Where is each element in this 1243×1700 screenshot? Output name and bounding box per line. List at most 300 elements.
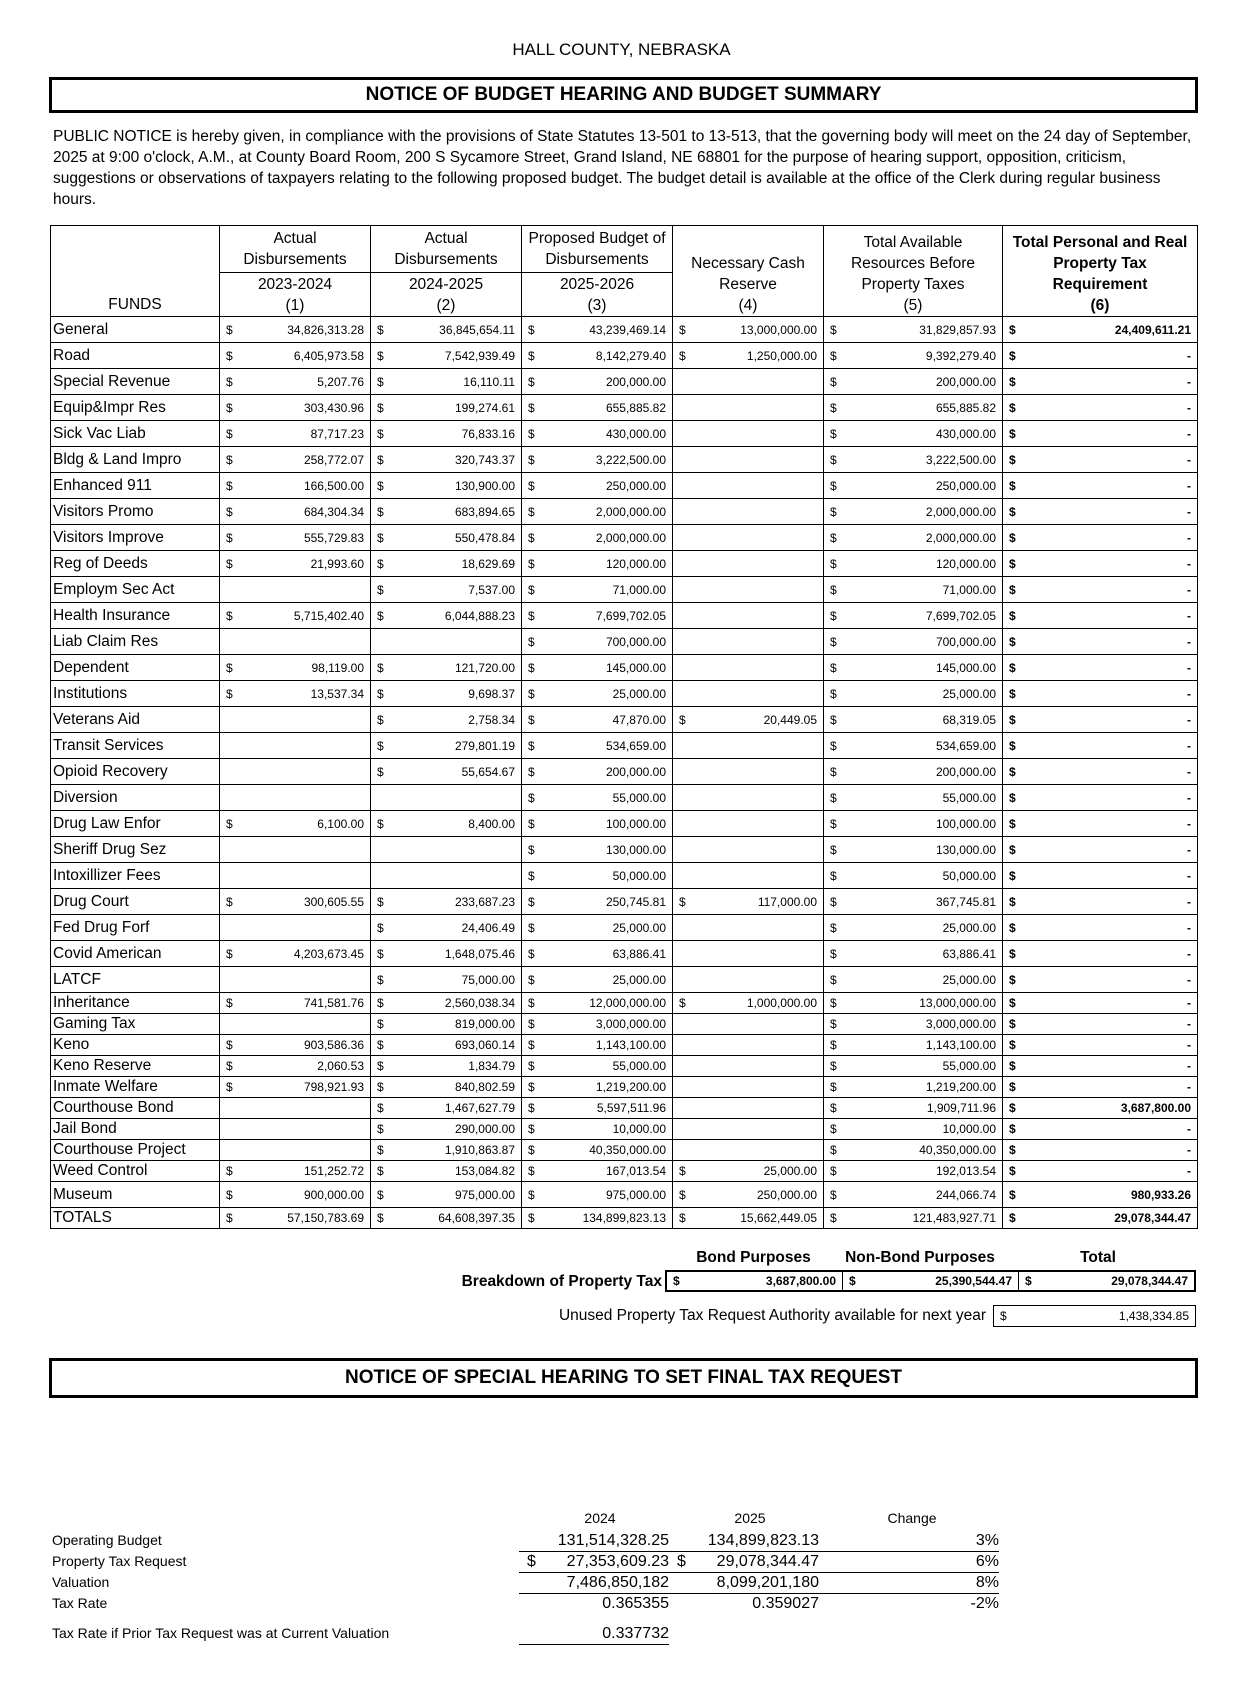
cell-value: - (1187, 634, 1191, 649)
cell-c5: $ 100,000.00 (824, 811, 1003, 837)
table-row (51, 733, 1198, 759)
cell-c3: $ 5,597,511.96 (522, 1098, 673, 1119)
cell-c5: $ 63,886.41 (824, 941, 1003, 967)
cell-c2: $ 819,000.00 (371, 1014, 522, 1035)
unused-authority-label: Unused Property Tax Request Authority available for next year (558, 1307, 986, 1324)
cell-c5: $ 145,000.00 (824, 655, 1003, 681)
table-row (51, 447, 1198, 473)
cell-value: 6,044,888.23 (444, 608, 515, 623)
cell-value: 130,900.00 (454, 478, 515, 493)
cell-value: 6,100.00 (317, 816, 364, 831)
col-header-4 (673, 226, 824, 317)
summary-row-tax-rate: Tax Rate 0.365355 0.359027 -2% (52, 1595, 999, 1612)
cell-c5: $ 40,350,000.00 (824, 1140, 1003, 1161)
cell-value: 200,000.00 (605, 764, 666, 779)
fund-name: Reg of Deeds (51, 551, 220, 577)
breakdown-headers (0, 1249, 1243, 1271)
cell-c6: $ - (1003, 915, 1198, 941)
cell-c4: $ 117,000.00 (673, 889, 824, 915)
cell-value: 250,000.00 (605, 478, 666, 493)
cell-value: 1,467,627.79 (444, 1101, 515, 1115)
cell-value: 192,013.54 (935, 1164, 996, 1178)
cell-c6: $ - (1003, 1056, 1198, 1077)
table-row (51, 317, 1198, 343)
cell-value: 900,000.00 (303, 1187, 364, 1202)
special-hearing-title: NOTICE OF SPECIAL HEARING TO SET FINAL TAX REQUEST (49, 1358, 1198, 1398)
fund-name: Weed Control (51, 1161, 220, 1182)
summary-row-valuation: Valuation 7,486,850,182 8,099,201,180 8% (52, 1572, 1002, 1593)
cell-c6: $ - (1003, 733, 1198, 759)
cell-c3: $ 975,000.00 (522, 1182, 673, 1208)
cell-value: 3,222,500.00 (595, 452, 666, 467)
col-header-1-year: 2023-2024 (257, 276, 333, 293)
cell-value: 555,729.83 (303, 530, 364, 545)
cell-c2: $ 199,274.61 (371, 395, 522, 421)
cell-c4 (673, 577, 824, 603)
table-row (51, 1161, 1198, 1182)
cell-c5: $ 50,000.00 (824, 863, 1003, 889)
table-row (51, 1077, 1198, 1098)
cell-value: 12,000,000.00 (589, 996, 666, 1010)
cell-c2: $ 6,044,888.23 (371, 603, 522, 629)
cell-c1: $ 98,119.00 (220, 655, 371, 681)
cell-value: 151,252.72 (303, 1164, 364, 1178)
cell-c3: $ 250,745.81 (522, 889, 673, 915)
cell-value: 5,715,402.40 (293, 608, 364, 623)
fund-name: Diversion (51, 785, 220, 811)
cell-c6: $ - (1003, 1035, 1198, 1056)
col-header-6-number: (6) (1090, 297, 1110, 314)
cell-c1: $ 741,581.76 (220, 993, 371, 1014)
cell-value: - (1187, 764, 1191, 779)
cell-value: - (1187, 920, 1191, 935)
cell-c5: $ 367,745.81 (824, 889, 1003, 915)
cell-value: 7,699,702.05 (595, 608, 666, 623)
cell-value: - (1187, 452, 1191, 467)
cell-c6: $ - (1003, 1140, 1198, 1161)
cell-c1 (220, 759, 371, 785)
cell-value: 10,000.00 (942, 1122, 996, 1136)
cell-c2: $ 840,802.59 (371, 1077, 522, 1098)
cell-value: - (1187, 608, 1191, 623)
table-row (51, 1056, 1198, 1077)
cell-value: 700,000.00 (935, 634, 996, 649)
cell-value: - (1187, 894, 1191, 909)
cell-c6: $ - (1003, 655, 1198, 681)
cell-c6: $ 3,687,800.00 (1003, 1098, 1198, 1119)
cell-c5: $ 534,659.00 (824, 733, 1003, 759)
cell-c6: $ - (1003, 1119, 1198, 1140)
cell-c3: $ 40,350,000.00 (522, 1140, 673, 1161)
cell-c6: $ - (1003, 343, 1198, 369)
cell-c3: $ 200,000.00 (522, 759, 673, 785)
cell-c2: $ 2,560,038.34 (371, 993, 522, 1014)
cell-c1: $ 555,729.83 (220, 525, 371, 551)
cell-c6: $ - (1003, 551, 1198, 577)
col-header-5-number: (5) (903, 297, 923, 314)
cell-c3: $ 25,000.00 (522, 681, 673, 707)
cell-value: 145,000.00 (605, 660, 666, 675)
cell-value: 55,000.00 (942, 1059, 996, 1073)
cell-value: 7,537.00 (468, 582, 515, 597)
cell-c6: $ 24,409,611.21 (1003, 317, 1198, 343)
cell-c5: $ 55,000.00 (824, 785, 1003, 811)
cell-c2: $ 1,467,627.79 (371, 1098, 522, 1119)
cell-value: - (1187, 504, 1191, 519)
cell-value: - (1187, 374, 1191, 389)
cell-value: 24,406.49 (461, 920, 515, 935)
cell-c3: $ 55,000.00 (522, 785, 673, 811)
cell-value: 10,000.00 (612, 1122, 666, 1136)
cell-value: 250,000.00 (935, 478, 996, 493)
cell-c1: $ 6,100.00 (220, 811, 371, 837)
cell-value: 25,000.00 (612, 972, 666, 987)
cell-value: 3,000,000.00 (925, 1017, 996, 1031)
table-row (51, 1098, 1198, 1119)
cell-value: 3,000,000.00 (595, 1017, 666, 1031)
fund-name: Special Revenue (51, 369, 220, 395)
cell-c2: $ 693,060.14 (371, 1035, 522, 1056)
col-header-3-number: (3) (587, 297, 607, 314)
breakdown-values (665, 1270, 1196, 1292)
cell-c2: $ 1,834.79 (371, 1056, 522, 1077)
cell-value: 40,350,000.00 (589, 1143, 666, 1157)
cell-value: - (1187, 996, 1191, 1010)
cell-c3: $ 1,219,200.00 (522, 1077, 673, 1098)
fund-name: Jail Bond (51, 1119, 220, 1140)
cell-c4 (673, 655, 824, 681)
fund-name: Courthouse Project (51, 1140, 220, 1161)
cell-value: 980,933.26 (1130, 1187, 1191, 1202)
cell-value: 741,581.76 (303, 996, 364, 1010)
cell-value: 1,219,200.00 (925, 1080, 996, 1094)
cell-c1 (220, 629, 371, 655)
cell-value: 50,000.00 (612, 868, 666, 883)
cell-value: 130,000.00 (605, 842, 666, 857)
table-row (51, 889, 1198, 915)
cell-value: 15,662,449.05 (740, 1211, 817, 1225)
cell-c4 (673, 369, 824, 395)
cell-c2: $ 36,845,654.11 (371, 317, 522, 343)
col-header-1-number: (1) (285, 297, 305, 314)
table-row (51, 551, 1198, 577)
cell-c2: $ 130,900.00 (371, 473, 522, 499)
fund-name: Covid American (51, 941, 220, 967)
cell-value: - (1187, 686, 1191, 701)
table-row (51, 1035, 1198, 1056)
cell-c1: $ 900,000.00 (220, 1182, 371, 1208)
cell-c5: $ 200,000.00 (824, 369, 1003, 395)
cell-c4 (673, 863, 824, 889)
cell-value: 2,000,000.00 (595, 530, 666, 545)
table-row (51, 629, 1198, 655)
cell-c5: $ 655,885.82 (824, 395, 1003, 421)
totals-row (51, 1208, 1198, 1229)
fund-name: Sick Vac Liab (51, 421, 220, 447)
breakdown-total-value: $ 29,078,344.47 (1025, 1274, 1188, 1288)
summary-row-prior-tax-rate: Tax Rate if Prior Tax Request was at Current Valuation 0.337732 (52, 1623, 1002, 1644)
cell-c1: $ 4,203,673.45 (220, 941, 371, 967)
cell-c3: $ 47,870.00 (522, 707, 673, 733)
cell-c1: $ 300,605.55 (220, 889, 371, 915)
fund-name: Gaming Tax (51, 1014, 220, 1035)
cell-value: 250,745.81 (605, 894, 666, 909)
cell-c3: $ 7,699,702.05 (522, 603, 673, 629)
cell-value: 25,000.00 (612, 686, 666, 701)
cell-c5: $ 25,000.00 (824, 915, 1003, 941)
cell-value: 1,648,075.46 (444, 946, 515, 961)
cell-value: 71,000.00 (612, 582, 666, 597)
cell-c4 (673, 629, 824, 655)
cell-c6: $ - (1003, 1014, 1198, 1035)
cell-c2: $ 9,698.37 (371, 681, 522, 707)
bond-purposes-value: $ 3,687,800.00 (667, 1272, 843, 1290)
cell-value: 100,000.00 (605, 816, 666, 831)
cell-value: 98,119.00 (311, 660, 364, 675)
cell-c1: $ 151,252.72 (220, 1161, 371, 1182)
cell-c3: $ 2,000,000.00 (522, 499, 673, 525)
table-row (51, 525, 1198, 551)
cell-value: - (1187, 400, 1191, 415)
cell-c1 (220, 915, 371, 941)
cell-c3: $ 1,143,100.00 (522, 1035, 673, 1056)
cell-c3: $ 250,000.00 (522, 473, 673, 499)
cell-value: 550,478.84 (454, 530, 515, 545)
table-row (51, 655, 1198, 681)
cell-c4: $ 1,000,000.00 (673, 993, 824, 1014)
cell-value: 167,013.54 (605, 1164, 666, 1178)
cell-c2: $ 975,000.00 (371, 1182, 522, 1208)
cell-c4: $ 15,662,449.05 (673, 1208, 824, 1229)
cell-value: 279,801.19 (454, 738, 515, 753)
cell-value: 55,000.00 (612, 790, 666, 805)
table-row (51, 421, 1198, 447)
cell-value: 840,802.59 (454, 1080, 515, 1094)
fund-name: LATCF (51, 967, 220, 993)
cell-value: 6,405,973.58 (293, 348, 364, 363)
cell-c2 (371, 629, 522, 655)
cell-c3: $ 134,899,823.13 (522, 1208, 673, 1229)
cell-value: 9,392,279.40 (925, 348, 996, 363)
cell-c2: $ 320,743.37 (371, 447, 522, 473)
cell-c2: $ 64,608,397.35 (371, 1208, 522, 1229)
cell-value: 303,430.96 (303, 400, 364, 415)
cell-c3: $ 43,239,469.14 (522, 317, 673, 343)
cell-value: 1,250,000.00 (746, 348, 817, 363)
cell-c4 (673, 1119, 824, 1140)
cell-c5: $ 2,000,000.00 (824, 525, 1003, 551)
cell-c5: $ 120,000.00 (824, 551, 1003, 577)
fund-name: Visitors Promo (51, 499, 220, 525)
cell-c2 (371, 863, 522, 889)
cell-c6: $ - (1003, 499, 1198, 525)
fund-name: General (51, 317, 220, 343)
col-header-5 (824, 226, 1003, 317)
cell-c6: $ - (1003, 993, 1198, 1014)
cell-value: 975,000.00 (605, 1187, 666, 1202)
cell-c4 (673, 759, 824, 785)
cell-value: 8,400.00 (468, 816, 515, 831)
cell-c2: $ 76,833.16 (371, 421, 522, 447)
cell-value: 683,894.65 (454, 504, 515, 519)
cell-c5: $ 130,000.00 (824, 837, 1003, 863)
cell-c4 (673, 837, 824, 863)
cell-value: 13,000,000.00 (919, 996, 996, 1010)
table-row (51, 343, 1198, 369)
cell-c6: $ - (1003, 681, 1198, 707)
cell-c4 (673, 1014, 824, 1035)
table-row (51, 369, 1198, 395)
cell-value: 55,000.00 (942, 790, 996, 805)
cell-c5: $ 13,000,000.00 (824, 993, 1003, 1014)
cell-value: - (1187, 972, 1191, 987)
cell-value: - (1187, 426, 1191, 441)
cell-value: 3,687,800.00 (1120, 1101, 1191, 1115)
cell-c6: $ - (1003, 577, 1198, 603)
cell-c5: $ 25,000.00 (824, 967, 1003, 993)
cell-c5: $ 3,000,000.00 (824, 1014, 1003, 1035)
table-header-row (51, 226, 1198, 317)
cell-c4 (673, 499, 824, 525)
cell-c4 (673, 525, 824, 551)
cell-c4: $ 25,000.00 (673, 1161, 824, 1182)
cell-value: 2,560,038.34 (444, 996, 515, 1010)
cell-c3: $ 3,222,500.00 (522, 447, 673, 473)
col-header-6 (1003, 226, 1198, 317)
unused-authority-value: $ 1,438,334.85 (993, 1305, 1196, 1327)
cell-c5: $ 1,143,100.00 (824, 1035, 1003, 1056)
cell-value: 55,000.00 (612, 1059, 666, 1073)
cell-value: 13,000,000.00 (740, 322, 817, 337)
col-header-2-year: 2024-2025 (408, 276, 484, 293)
cell-c6: $ - (1003, 1077, 1198, 1098)
cell-value: 25,000.00 (942, 920, 996, 935)
cell-c1 (220, 1098, 371, 1119)
bond-purposes-header: Bond Purposes (696, 1249, 811, 1266)
cell-c6: $ - (1003, 369, 1198, 395)
cell-value: 50,000.00 (942, 868, 996, 883)
nonbond-purposes-header: Non-Bond Purposes (845, 1249, 995, 1266)
cell-value: 36,845,654.11 (439, 322, 515, 337)
fund-name: Transit Services (51, 733, 220, 759)
cell-c3: $ 12,000,000.00 (522, 993, 673, 1014)
cell-c2 (371, 785, 522, 811)
cell-c4: $ 1,250,000.00 (673, 343, 824, 369)
cell-c2: $ 55,654.67 (371, 759, 522, 785)
cell-c6: $ - (1003, 629, 1198, 655)
cell-value: 1,219,200.00 (595, 1080, 666, 1094)
cell-value: - (1187, 556, 1191, 571)
cell-c4 (673, 1140, 824, 1161)
table-row (51, 1140, 1198, 1161)
cell-value: 24,409,611.21 (1114, 322, 1191, 337)
fund-name: Museum (51, 1182, 220, 1208)
cell-value: 534,659.00 (935, 738, 996, 753)
table-row (51, 941, 1198, 967)
fund-name: Opioid Recovery (51, 759, 220, 785)
cell-c2 (371, 837, 522, 863)
table-row (51, 499, 1198, 525)
cell-value: 1,143,100.00 (925, 1038, 996, 1052)
cell-c5: $ 31,829,857.93 (824, 317, 1003, 343)
cell-c2: $ 121,720.00 (371, 655, 522, 681)
cell-c6: $ - (1003, 941, 1198, 967)
cell-c6: $ - (1003, 473, 1198, 499)
cell-value: 75,000.00 (461, 972, 515, 987)
cell-c3: $ 3,000,000.00 (522, 1014, 673, 1035)
cell-c1 (220, 707, 371, 733)
cell-value: - (1187, 1080, 1191, 1094)
cell-c4 (673, 395, 824, 421)
cell-c4: $ 20,449.05 (673, 707, 824, 733)
county-name: HALL COUNTY, NEBRASKA (512, 40, 731, 59)
fund-name: Fed Drug Forf (51, 915, 220, 941)
cell-value: 25,000.00 (942, 686, 996, 701)
cell-value: 21,993.60 (310, 556, 364, 571)
cell-value: - (1187, 790, 1191, 805)
cell-c2: $ 279,801.19 (371, 733, 522, 759)
cell-c1 (220, 785, 371, 811)
cell-value: 100,000.00 (935, 816, 996, 831)
summary-row-property-tax-request: Property Tax Request $ 27,353,609.23 $ 29,078,344.47 6% (52, 1551, 1002, 1572)
cell-c1 (220, 1140, 371, 1161)
cell-c3: $ 50,000.00 (522, 863, 673, 889)
col-header-1 (220, 226, 371, 317)
cell-c1: $ 6,405,973.58 (220, 343, 371, 369)
cell-c6: $ 980,933.26 (1003, 1182, 1198, 1208)
cell-c2: $ 1,648,075.46 (371, 941, 522, 967)
cell-c4 (673, 785, 824, 811)
fund-name: Visitors Improve (51, 525, 220, 551)
cell-c2: $ 683,894.65 (371, 499, 522, 525)
cell-c2: $ 1,910,863.87 (371, 1140, 522, 1161)
cell-value: - (1187, 868, 1191, 883)
cell-value: 25,000.00 (612, 920, 666, 935)
cell-value: - (1187, 530, 1191, 545)
table-row (51, 707, 1198, 733)
cell-value: 2,000,000.00 (925, 530, 996, 545)
cell-value: - (1187, 348, 1191, 363)
table-row (51, 837, 1198, 863)
cell-value: - (1187, 1164, 1191, 1178)
summary-header-change: Change (887, 1510, 937, 1526)
table-row (51, 993, 1198, 1014)
cell-value: 40,350,000.00 (919, 1143, 996, 1157)
cell-c2: $ 290,000.00 (371, 1119, 522, 1140)
cell-value: 31,829,857.93 (919, 322, 996, 337)
cell-c1 (220, 1014, 371, 1035)
cell-value: 1,834.79 (468, 1059, 515, 1073)
cell-c6: $ - (1003, 811, 1198, 837)
cell-c2: $ 75,000.00 (371, 967, 522, 993)
cell-value: 134,899,823.13 (582, 1211, 666, 1225)
cell-c1: $ 303,430.96 (220, 395, 371, 421)
cell-value: 2,060.53 (317, 1059, 364, 1073)
cell-c6: $ - (1003, 421, 1198, 447)
cell-value: - (1187, 660, 1191, 675)
cell-c4 (673, 473, 824, 499)
funds-header: FUNDS (51, 226, 220, 317)
cell-c1 (220, 733, 371, 759)
fund-name: Bldg & Land Impro (51, 447, 220, 473)
cell-c4 (673, 421, 824, 447)
cell-value: 233,687.23 (454, 894, 515, 909)
cell-value: 2,000,000.00 (595, 504, 666, 519)
cell-c5: $ 71,000.00 (824, 577, 1003, 603)
cell-c6: $ - (1003, 837, 1198, 863)
cell-c2: $ 153,084.82 (371, 1161, 522, 1182)
cell-value: 130,000.00 (935, 842, 996, 857)
